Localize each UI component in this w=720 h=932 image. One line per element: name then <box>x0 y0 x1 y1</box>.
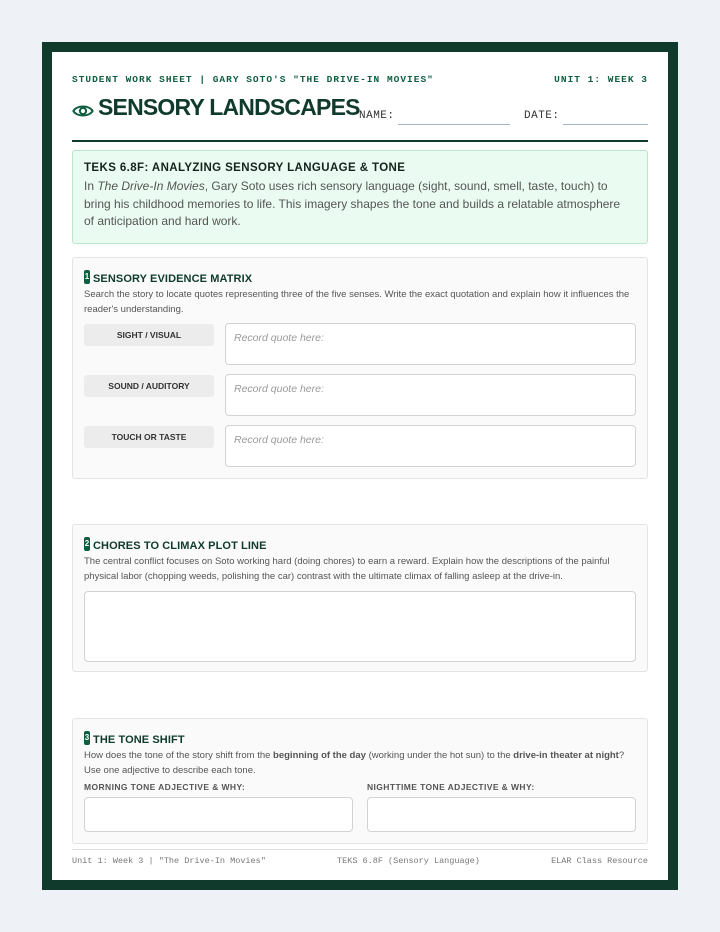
story-title: The Drive-In Movies <box>97 179 205 193</box>
morning-tone-label: MORNING TONE ADJECTIVE & WHY: <box>84 782 246 792</box>
quote-field-sight[interactable] <box>225 323 636 365</box>
sense-label-sound: SOUND / AUDITORY <box>84 375 214 397</box>
date-label: DATE: <box>524 110 560 122</box>
teks-heading: TEKS 6.8F: ANALYZING SENSORY LANGUAGE & TONE <box>84 162 406 174</box>
worksheet-topbar <box>72 74 648 85</box>
plot-line-section <box>72 524 648 672</box>
date-field[interactable] <box>563 124 648 125</box>
quote-placeholder: Record quote here: <box>234 383 324 395</box>
unit-label: UNIT 1: WEEK 3 <box>554 74 648 85</box>
section3-heading <box>84 731 185 746</box>
section2-instructions: The central conflict focuses on Soto working hard (doing chores) to earn a reward. Explain how the descriptions of the painful physical labor (chopping weeds, polishing the car) contrast with the ultimate climax of falling asleep at the drive-in. <box>84 556 610 582</box>
section3-title: THE TONE SHIFT <box>93 734 185 746</box>
morning-tone-field[interactable] <box>84 797 353 832</box>
quote-placeholder: Record quote here: <box>234 434 324 446</box>
footer-center: TEKS 6.8F (Sensory Language) <box>337 856 480 866</box>
section-number-badge: 3 <box>84 731 90 745</box>
nighttime-tone-label: NIGHTTIME TONE ADJECTIVE & WHY: <box>367 782 535 792</box>
question-emphasis: drive-in theater at night <box>513 750 619 761</box>
page-title: SENSORY LANDSCAPES <box>98 94 360 120</box>
section3-question <box>84 749 633 778</box>
teks-callout <box>72 150 648 244</box>
name-label: NAME: <box>359 110 395 122</box>
quote-field-touch[interactable] <box>225 425 636 467</box>
question-emphasis: beginning of the day <box>273 750 366 761</box>
name-field[interactable] <box>398 124 510 125</box>
page-footer <box>72 849 648 866</box>
teks-text-end: , Gary Soto uses rich sensory language (sight, sound, smell, taste, touch) to bring his childhood memories to life. This imagery shapes the tone and builds a relatable atmosphere of anticipation and hard work. <box>84 179 621 228</box>
tone-shift-section <box>72 718 648 844</box>
question-text: ? Use one adjective to describe each tone. <box>84 750 625 776</box>
plot-response-field[interactable] <box>84 591 636 662</box>
section-number-badge: 2 <box>84 537 90 551</box>
section1-heading <box>84 270 252 285</box>
worksheet-label: STUDENT WORK SHEET | GARY SOTO'S "THE DRIVE-IN MOVIES" <box>72 74 434 85</box>
footer-right: ELAR Class Resource <box>551 856 648 866</box>
sense-label-sight: SIGHT / VISUAL <box>84 324 214 346</box>
footer-left: Unit 1: Week 3 | "The Drive-In Movies" <box>72 856 266 866</box>
nighttime-tone-field[interactable] <box>367 797 636 832</box>
section1-title: SENSORY EVIDENCE MATRIX <box>93 273 253 285</box>
header-divider <box>72 140 648 142</box>
question-text: How does the tone of the story shift from the <box>84 750 274 761</box>
sense-label-touch: TOUCH OR TASTE <box>84 426 214 448</box>
teks-description <box>84 178 633 231</box>
page-frame <box>42 42 678 890</box>
teks-text-start: In <box>84 179 98 193</box>
section-number-badge: 1 <box>84 270 90 284</box>
sensory-evidence-section <box>72 257 648 479</box>
section2-heading <box>84 537 267 552</box>
section1-instructions: Search the story to locate quotes representing three of the five senses. Write the exact quotation and explain how it influences the reader's understanding. <box>84 289 630 315</box>
quote-field-sound[interactable] <box>225 374 636 416</box>
worksheet-page <box>52 52 668 880</box>
eye-icon <box>72 100 94 122</box>
title-row <box>72 94 648 130</box>
question-text: (working under the hot sun) to the <box>365 750 514 761</box>
quote-placeholder: Record quote here: <box>234 332 324 344</box>
section2-title: CHORES TO CLIMAX PLOT LINE <box>93 540 267 552</box>
